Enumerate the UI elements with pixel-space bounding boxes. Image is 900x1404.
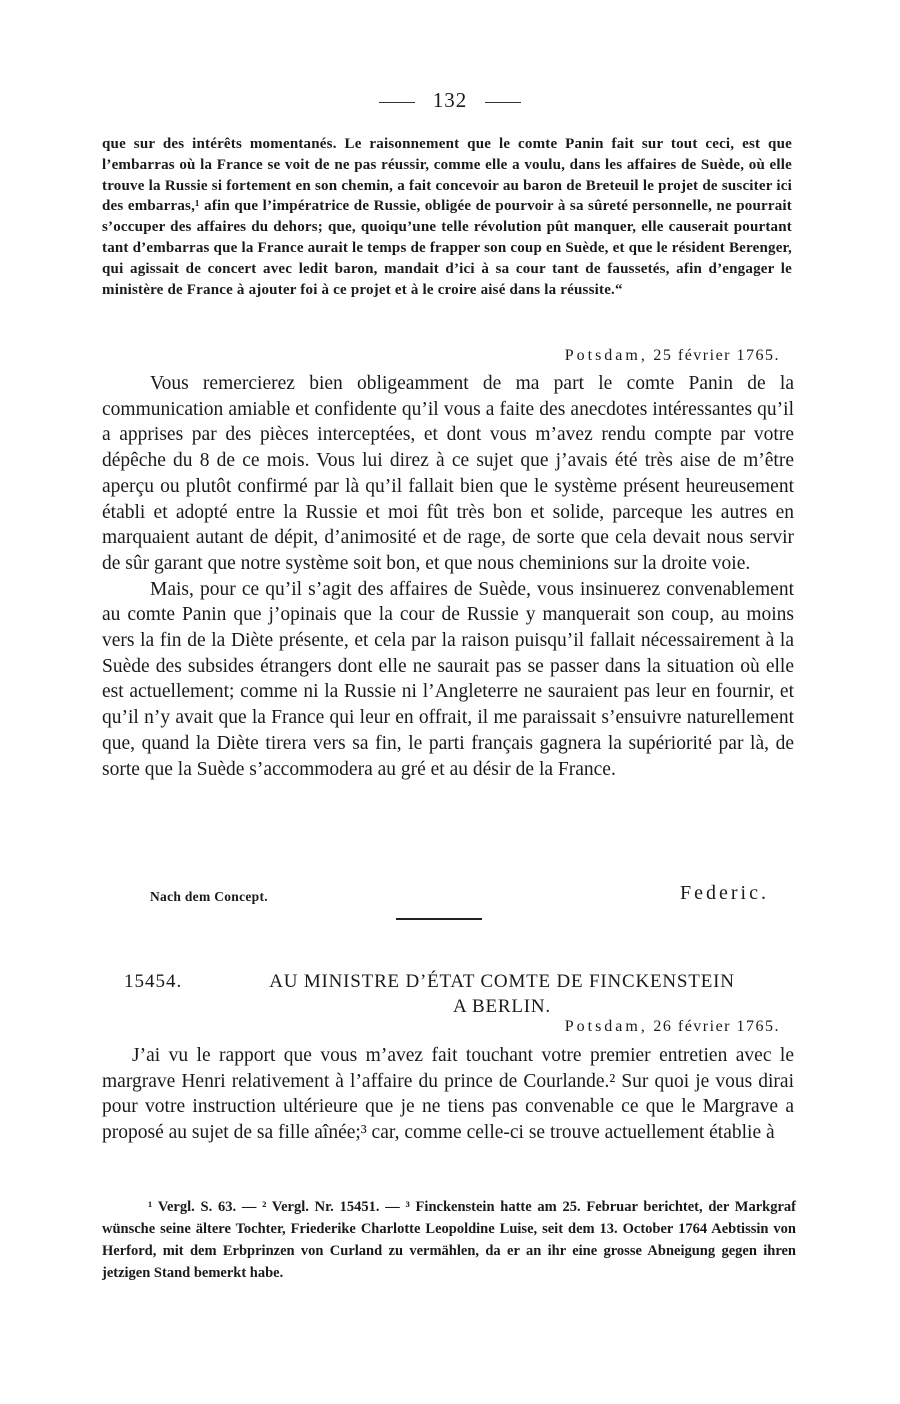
dateline-letter-1 (565, 347, 780, 365)
dateline-letter-2 (565, 1018, 780, 1036)
quoted-report (102, 134, 792, 300)
document-number: 15454. (124, 971, 183, 992)
letter-1-paragraph: Mais, pour ce qu’il s’agit des affaires de Suède, vous insinuerez convenablement au comte Panin que j’opinais que la cour de Russie y manquerait son coup, au moins vers la fin de la Diète présente, et cela par la raison puisqu’il fallait nécessairement à la Suède des subsides étrangers dont elle ne saurait pas se passer dans la situation où elle est actuellement; comme ni la Russie ni l’Angleterre ne sauraient pas leur en fournir, et qu’il n’y avait que la France qui leur en offrait, il me paraissait s’ensuivre naturellement que, quand la Diète tirera vers sa fin, le parti français gagnera la supériorité par là, de sorte que la Suède s’accommodera au gré et au désir de la France. (102, 578, 794, 780)
heading-line-2: A BERLIN. (453, 996, 551, 1017)
page-number-text: 132 (432, 88, 468, 112)
footnotes-text: ¹ Vergl. S. 63. — ² Vergl. Nr. 15451. — ³ Finckenstein hatte am 25. Februar berichtet, der Markgraf wünsche seine ältere Tochter, Friederike Charlotte Leopoldine Luise, seit dem 13. October 1764 Aebtissin von Herford, mit dem Erbprinzen von Curland zu vermählen, da er an ihr eine grosse Abneigung gegen ihren jetzigen Stand bemerkt habe. (102, 1199, 796, 1281)
dateline-date: 25 février 1765. (653, 347, 780, 364)
letter-1-body (102, 371, 794, 782)
letter-1-paragraph: Vous remercierez bien obligeamment de ma part le comte Panin de la communication amiable et confidente qu’il vous a faite des anecdotes intéressantes qu’il a apprises par des pièces interceptées, et dont vous m’avez rendu compte par votre dépêche du 8 de ce mois. Vous lui direz à ce sujet que j’avais été très aise de m’être aperçu ou plutôt confirmé par là qu’il fallait bien que le système présent heureusement établi et adopté entre la Russie et moi fût très bon et solide, parceque les autres en marquaient autant de dépit, d’animosité et de rage, de sorte que cela devait nous servir de sûr garant que notre système soit bon, et que nous cheminions sur la droite voie. (102, 373, 794, 574)
page-number (0, 88, 900, 113)
dateline-place: Potsdam, (564, 347, 648, 364)
signature: Federic. (680, 882, 769, 904)
page-number-right-dash (485, 102, 521, 103)
letter-2-paragraph: J’ai vu le rapport que vous m’avez fait touchant votre premier entretien avec le margrave Henri relativement à l’affaire du prince de Courlande.² Sur quoi je vous dirai pour votre instruction ultérieure que je ne tiens pas convenable ce que le Margrave a proposé au sujet de sa fille aînée;³ car, comme celle-ci se trouve actuellement établie à (102, 1045, 794, 1144)
letter-2-body (102, 1043, 794, 1146)
footnotes (102, 1196, 796, 1284)
source-note: Nach dem Concept. (150, 889, 268, 904)
letter-2-heading (212, 969, 792, 1019)
section-divider (396, 918, 482, 920)
quoted-report-text: que sur des intérêts momentanés. Le raisonnement que le comte Panin fait sur tout ceci, est que l’embarras où la France se voit de ne pas réussir, comme elle a voulu, dans les affaires de Suède, où elle trouve la Russie si fortement en son chemin, a fait concevoir au baron de Breteuil le projet de susciter ici des embarras,¹ afin que l’impératrice de Russie, obligée de pourvoir à sa sûreté personnelle, ne pourrait s’occuper des affaires du dehors; que, quoiqu’une telle révolution pût manquer, elle causerait pourtant tant d’embarras que la France aurait le temps de frapper son coup en Suède, et que le résident Berenger, qui agissait de concert avec ledit baron, mandait d’ici à sa cour tant de faussetés, afin d’engager le ministère de France à ajouter foi à ce projet et à le croire aisé dans la réussite.“ (102, 136, 792, 298)
page-number-left-dash (379, 102, 415, 103)
dateline-date: 26 février 1765. (653, 1018, 780, 1035)
dateline-place: Potsdam, (564, 1018, 648, 1035)
heading-line-1: AU MINISTRE D’ÉTAT COMTE DE FINCKENSTEIN (269, 971, 735, 992)
